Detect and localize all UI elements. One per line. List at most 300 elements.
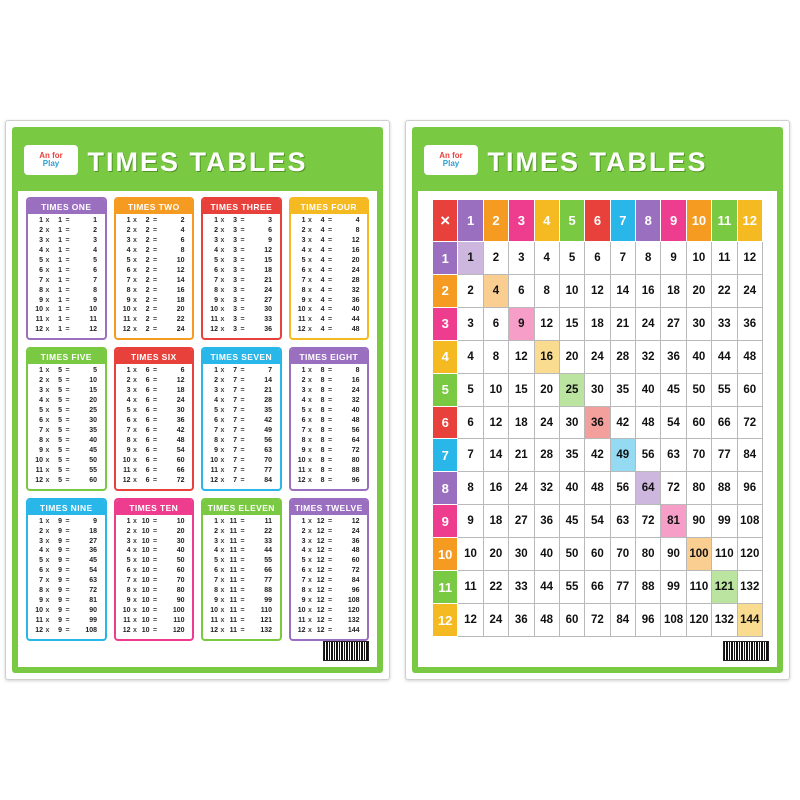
times-table-row (31, 586, 102, 596)
grid-cell: 120 (686, 604, 711, 637)
multiplier: 4 (320, 286, 325, 294)
multiplicand: 4 (214, 547, 218, 555)
equals-symbol: = (327, 316, 333, 324)
product: 44 (351, 316, 360, 324)
times-symbol: x (45, 587, 50, 595)
multiplier: 3 (233, 316, 237, 324)
product: 72 (176, 476, 185, 484)
multiplier: 10 (141, 617, 150, 625)
grid-cell: 84 (610, 604, 635, 637)
grid-cell: 96 (737, 472, 763, 505)
multiplicand: 6 (301, 417, 306, 425)
grid-cell: 50 (559, 538, 584, 571)
times-symbol: x (133, 266, 137, 274)
times-table-row (119, 556, 190, 566)
equals-symbol: = (65, 527, 70, 535)
equals-symbol: = (327, 266, 333, 274)
times-table-card (201, 498, 282, 641)
multiplier: 6 (145, 417, 150, 425)
times-table-row (119, 325, 190, 335)
multiplicand: 12 (35, 476, 43, 484)
grid-cell: 12 (483, 406, 508, 439)
equals-symbol: = (152, 456, 158, 464)
grid-cell: 132 (712, 604, 737, 637)
product: 110 (260, 607, 272, 615)
times-table-row (31, 266, 102, 276)
grid-column-header: 3 (509, 200, 534, 242)
times-table-row (206, 236, 277, 246)
grid-cell: 40 (559, 472, 584, 505)
times-table-row (31, 566, 102, 576)
times-table-card (26, 197, 107, 340)
times-table-row (206, 517, 277, 527)
times-table-row (119, 266, 190, 276)
times-table-row (206, 296, 277, 306)
multiplier: 3 (233, 326, 237, 334)
equals-symbol: = (152, 387, 158, 395)
equals-symbol: = (240, 456, 245, 464)
equals-symbol: = (240, 436, 245, 444)
times-symbol: x (308, 537, 312, 545)
equals-symbol: = (152, 367, 158, 375)
grid-cell: 30 (559, 406, 584, 439)
equals-symbol: = (327, 377, 333, 385)
times-symbol: x (45, 217, 50, 224)
times-table-row (294, 296, 365, 306)
times-table-row (206, 286, 277, 296)
product: 16 (351, 377, 360, 385)
multiplicand: 1 (301, 217, 306, 224)
times-symbol: x (45, 326, 50, 334)
equals-symbol: = (152, 607, 158, 615)
times-table-row (206, 596, 277, 606)
times-table-card (289, 197, 370, 340)
product: 9 (93, 517, 97, 525)
product: 8 (93, 286, 97, 294)
grid-cell: 72 (661, 472, 686, 505)
times-table-card-rows (203, 515, 280, 639)
times-symbol: x (220, 547, 225, 555)
multiplicand: 11 (123, 617, 131, 625)
product: 108 (347, 597, 360, 605)
times-table-row (206, 616, 277, 626)
times-symbol: x (308, 567, 312, 575)
grid-cell: 12 (585, 274, 610, 307)
times-table-row (206, 537, 277, 547)
product: 32 (351, 397, 360, 405)
equals-symbol: = (152, 466, 158, 474)
grid-cell: 35 (559, 439, 584, 472)
poster-title-bar (18, 133, 377, 191)
multiplicand: 4 (214, 397, 218, 405)
grid-cell: 24 (534, 406, 559, 439)
grid-row-header: 1 (433, 242, 458, 275)
product: 60 (89, 476, 97, 484)
times-symbol: x (220, 397, 225, 405)
grid-row (433, 505, 763, 538)
multiplier: 7 (233, 456, 237, 464)
equals-symbol: = (152, 256, 158, 264)
equals-symbol: = (327, 417, 333, 425)
times-symbol: x (220, 587, 225, 595)
product: 45 (89, 557, 97, 565)
equals-symbol: = (240, 236, 245, 244)
times-table-row (294, 596, 365, 606)
equals-symbol: = (327, 626, 333, 634)
product: 70 (264, 456, 272, 464)
times-symbol: x (220, 407, 225, 415)
times-table-card (26, 347, 107, 490)
multiplier: 8 (320, 377, 325, 385)
times-table-row (294, 226, 365, 236)
grid-cell: 20 (483, 538, 508, 571)
equals-symbol: = (152, 217, 158, 224)
times-symbol: x (45, 246, 50, 254)
equals-symbol: = (65, 217, 70, 224)
grid-cell: 21 (509, 439, 534, 472)
multiplicand: 10 (35, 456, 43, 464)
product: 90 (176, 597, 185, 605)
multiplicand: 6 (39, 417, 43, 425)
grid-cell: 16 (636, 274, 661, 307)
multiplier: 1 (58, 316, 62, 324)
multiplier: 11 (229, 567, 237, 575)
times-table-row (206, 406, 277, 416)
grid-cell: 60 (585, 538, 610, 571)
product: 48 (351, 547, 360, 555)
times-symbol: x (133, 626, 137, 634)
multiplicand: 2 (126, 527, 131, 535)
multiplier: 2 (145, 306, 150, 314)
equals-symbol: = (152, 577, 158, 585)
times-symbol: x (133, 217, 137, 224)
times-symbol: x (133, 236, 137, 244)
grid-cell: 27 (509, 505, 534, 538)
multiplicand: 9 (126, 597, 131, 605)
times-table-card-title: TIMES FIVE (28, 349, 105, 364)
grid-cell: 10 (458, 538, 483, 571)
times-symbol: x (308, 296, 312, 304)
brand-logo (24, 145, 78, 175)
times-symbol: x (220, 527, 225, 535)
grid-cell: 12 (534, 307, 559, 340)
multiplicand: 4 (39, 397, 43, 405)
multiplier: 7 (233, 476, 237, 484)
times-symbol: x (45, 626, 50, 634)
equals-symbol: = (65, 306, 70, 314)
multiplicand: 12 (35, 626, 43, 634)
multiplier: 4 (320, 306, 325, 314)
times-table-row (119, 537, 190, 547)
times-symbol: x (308, 466, 312, 474)
equals-symbol: = (152, 377, 158, 385)
times-symbol: x (308, 547, 312, 555)
times-table-card-title: TIMES TEN (116, 500, 193, 515)
grid-cell: 1 (458, 242, 483, 275)
product: 6 (93, 266, 97, 274)
times-table-row (119, 527, 190, 537)
grid-row-header: 12 (433, 604, 458, 637)
grid-cell: 44 (534, 571, 559, 604)
product: 132 (347, 617, 360, 625)
equals-symbol: = (327, 517, 333, 525)
multiplicand: 4 (39, 547, 43, 555)
grid-cell: 12 (509, 340, 534, 373)
product: 18 (176, 387, 185, 395)
equals-symbol: = (65, 456, 70, 464)
product: 120 (347, 607, 360, 615)
times-table-row (294, 436, 365, 446)
multiplicand: 6 (126, 417, 131, 425)
times-symbol: x (45, 417, 50, 425)
times-symbol: x (308, 256, 312, 264)
times-table-card-title: TIMES TWELVE (291, 500, 368, 515)
times-symbol: x (220, 316, 225, 324)
product: 7 (93, 276, 97, 284)
times-symbol: x (220, 377, 225, 385)
multiplier: 2 (145, 266, 150, 274)
grid-row-header: 6 (433, 406, 458, 439)
multiplier: 3 (233, 236, 237, 244)
grid-cell: 16 (534, 340, 559, 373)
equals-symbol: = (65, 236, 70, 244)
times-table-row (206, 315, 277, 325)
grid-row-header: 9 (433, 505, 458, 538)
equals-symbol: = (65, 276, 70, 284)
times-symbol: x (220, 557, 225, 565)
times-symbol: x (133, 567, 137, 575)
multiplicand: 3 (39, 236, 43, 244)
times-symbol: x (220, 266, 225, 274)
grid-cell: 6 (509, 274, 534, 307)
times-table-row (119, 246, 190, 256)
times-table-row (119, 286, 190, 296)
times-table-row (206, 626, 277, 636)
product: 16 (176, 286, 185, 294)
times-table-row (119, 596, 190, 606)
product: 40 (351, 306, 360, 314)
multiplier: 2 (145, 217, 150, 224)
product: 12 (89, 326, 97, 334)
equals-symbol: = (240, 557, 245, 565)
product: 64 (351, 436, 360, 444)
multiplicand: 6 (214, 567, 218, 575)
multiplier: 10 (141, 527, 150, 535)
multiplicand: 6 (301, 567, 306, 575)
product: 32 (351, 286, 360, 294)
times-table-row (206, 266, 277, 276)
multiplier: 4 (320, 226, 325, 234)
product: 12 (351, 517, 360, 525)
multiplier: 5 (58, 387, 62, 395)
times-table-row (294, 626, 365, 636)
product: 14 (264, 377, 272, 385)
times-table-row (31, 396, 102, 406)
equals-symbol: = (327, 557, 333, 565)
product: 4 (355, 217, 360, 224)
times-table-row (206, 416, 277, 426)
multiplier: 4 (320, 256, 325, 264)
multiplicand: 1 (301, 367, 306, 375)
grid-cell: 9 (509, 307, 534, 340)
times-table-row (119, 436, 190, 446)
times-table-row (294, 276, 365, 286)
multiplicand: 12 (297, 326, 306, 334)
times-table-row (31, 456, 102, 466)
grid-cell: 90 (661, 538, 686, 571)
multiplier: 4 (320, 236, 325, 244)
times-symbol: x (133, 557, 137, 565)
multiplicand: 4 (126, 397, 131, 405)
product: 84 (351, 577, 360, 585)
multiplier: 12 (316, 517, 325, 525)
multiplicand: 2 (214, 377, 218, 385)
times-table-row (119, 376, 190, 386)
times-table-row (119, 586, 190, 596)
multiplicand: 4 (39, 246, 43, 254)
multiplicand: 12 (210, 476, 218, 484)
times-table-row (294, 305, 365, 315)
equals-symbol: = (152, 296, 158, 304)
grid-header-row (433, 200, 763, 242)
equals-symbol: = (152, 276, 158, 284)
product: 49 (264, 426, 272, 434)
product: 12 (264, 246, 272, 254)
multiplier: 9 (58, 617, 62, 625)
grid-row (433, 340, 763, 373)
grid-row (433, 472, 763, 505)
barcode-icon (323, 641, 369, 661)
multiplier: 2 (145, 236, 150, 244)
product: 24 (351, 527, 360, 535)
multiplicand: 3 (214, 387, 218, 395)
equals-symbol: = (240, 567, 245, 575)
product: 6 (180, 367, 185, 375)
times-table-row (119, 446, 190, 456)
multiplier: 3 (233, 296, 237, 304)
multiplier: 9 (58, 527, 62, 535)
equals-symbol: = (240, 326, 245, 334)
product: 88 (264, 587, 272, 595)
multiplicand: 11 (298, 466, 306, 474)
product: 60 (351, 557, 360, 565)
multiplier: 2 (145, 276, 150, 284)
times-table-row (119, 305, 190, 315)
times-table-row (119, 386, 190, 396)
multiplicand: 12 (122, 626, 131, 634)
multiplicand: 2 (126, 226, 131, 234)
grid-cell: 36 (585, 406, 610, 439)
times-table-row (119, 476, 190, 486)
equals-symbol: = (152, 597, 158, 605)
multiplier: 7 (233, 426, 237, 434)
equals-symbol: = (65, 557, 70, 565)
multiplier: 7 (233, 446, 237, 454)
equals-symbol: = (240, 367, 245, 375)
multiplier: 1 (58, 276, 62, 284)
multiplier: 10 (141, 597, 150, 605)
product: 22 (264, 527, 272, 535)
multiplicand: 8 (214, 587, 218, 595)
grid-cell: 10 (686, 242, 711, 275)
times-table-row (119, 426, 190, 436)
equals-symbol: = (240, 266, 245, 274)
times-symbol: x (308, 626, 312, 634)
multiplicand: 9 (126, 446, 131, 454)
times-symbol: x (220, 476, 225, 484)
times-symbol: x (133, 617, 137, 625)
times-symbol: x (133, 246, 137, 254)
multiplier: 10 (141, 587, 150, 595)
multiplier: 11 (229, 607, 237, 615)
equals-symbol: = (327, 236, 333, 244)
product: 2 (93, 226, 97, 234)
multiplicand: 6 (214, 417, 218, 425)
equals-symbol: = (240, 587, 245, 595)
multiplier: 12 (316, 577, 325, 585)
grid-cell: 4 (534, 242, 559, 275)
multiplier: 6 (145, 446, 150, 454)
times-symbol: x (308, 217, 312, 224)
grid-cell: 10 (559, 274, 584, 307)
multiplicand: 10 (122, 456, 131, 464)
product: 132 (260, 626, 272, 634)
grid-cell: 48 (585, 472, 610, 505)
times-symbol: x (133, 417, 137, 425)
grid-cell: 70 (610, 538, 635, 571)
multiplicand: 7 (214, 276, 218, 284)
multiplier: 5 (58, 466, 62, 474)
equals-symbol: = (240, 446, 245, 454)
multiplier: 5 (58, 426, 62, 434)
multiplier: 3 (233, 226, 237, 234)
multiplier: 1 (58, 236, 62, 244)
times-symbol: x (220, 607, 225, 615)
times-table-row (206, 426, 277, 436)
product: 18 (176, 296, 185, 304)
equals-symbol: = (65, 626, 70, 634)
times-symbol: x (45, 377, 50, 385)
times-symbol: x (308, 276, 312, 284)
grid-cell: 60 (686, 406, 711, 439)
grid-cell: 22 (483, 571, 508, 604)
multiplicand: 12 (210, 326, 218, 334)
multiplicand: 12 (297, 626, 306, 634)
multiplier: 8 (320, 456, 325, 464)
grid-cell: 54 (585, 505, 610, 538)
equals-symbol: = (240, 577, 245, 585)
multiplier: 11 (229, 527, 237, 535)
grid-row (433, 571, 763, 604)
equals-symbol: = (65, 587, 70, 595)
times-symbol: x (220, 256, 225, 264)
equals-symbol: = (327, 387, 333, 395)
equals-symbol: = (65, 266, 70, 274)
multiplicand: 3 (301, 236, 306, 244)
equals-symbol: = (65, 567, 70, 575)
multiplier: 2 (145, 246, 150, 254)
times-symbol: x (133, 226, 137, 234)
product: 18 (89, 527, 97, 535)
multiplicand: 11 (210, 316, 218, 324)
equals-symbol: = (240, 286, 245, 294)
product: 24 (264, 286, 272, 294)
multiplicand: 5 (39, 407, 43, 415)
grid-cell: 33 (712, 307, 737, 340)
times-symbol: x (133, 387, 137, 395)
product: 48 (351, 417, 360, 425)
multiplier: 5 (58, 436, 62, 444)
